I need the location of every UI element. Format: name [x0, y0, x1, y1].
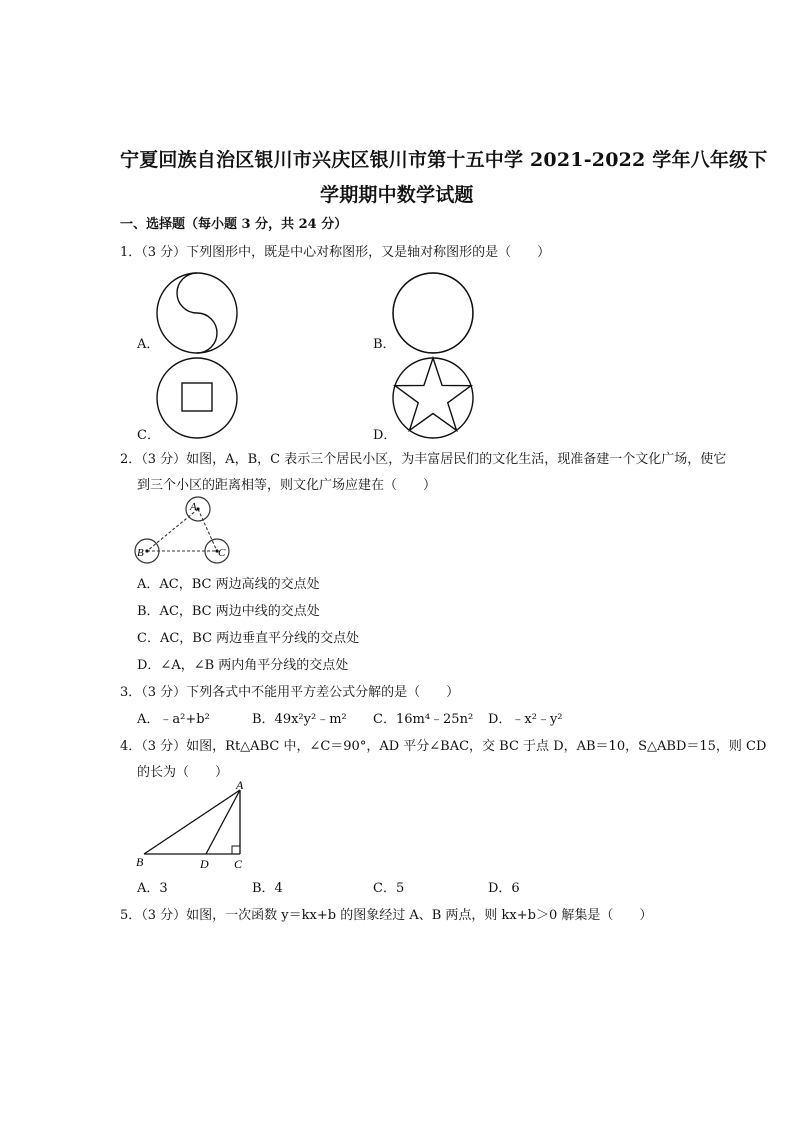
question-2-stem-line-2: 到三个小区的距离相等，则文化广场应建在（ ）	[137, 478, 437, 493]
q2-option-a: A．AC，BC 两边高线的交点处	[137, 577, 320, 592]
q4-label-d: D	[200, 857, 209, 871]
question-5-stem: 5．（3 分）如图，一次函数 y＝kx+b 的图象经过 A、B 两点，则 kx+b＞0 解集是（ ）	[120, 908, 653, 923]
q2-label-a: A	[190, 501, 197, 513]
question-2-stem-line-1: 2．（3 分）如图，A，B，C 表示三个居民小区，为丰富居民们的文化生活，现准备建一个文化广场，使它	[120, 452, 727, 467]
q4-option-b: B．4	[252, 881, 283, 896]
q4-option-d: D．6	[488, 881, 520, 896]
q1-figure-a	[155, 271, 239, 355]
q4-label-a: A	[236, 778, 244, 792]
q3-option-c: C．16m⁴﹣25n²	[373, 712, 474, 727]
q4-figure	[134, 780, 254, 872]
q3-option-d: D．﹣x²﹣y²	[488, 712, 563, 727]
q1-option-b: B．	[373, 337, 396, 352]
q1-figure-b	[391, 271, 475, 355]
q2-option-b: B．AC，BC 两边中线的交点处	[137, 604, 320, 619]
q3-option-b: B．49x²y²﹣m²	[252, 712, 347, 727]
q2-figure	[134, 496, 244, 568]
q4-option-c: C．5	[373, 881, 405, 896]
q1-figure-c	[155, 356, 239, 440]
q1-option-a: A．	[137, 337, 160, 352]
document-title-line-2: 学期期中数学试题	[320, 184, 474, 206]
q1-figure-d	[391, 356, 475, 440]
q2-option-c: C．AC，BC 两边垂直平分线的交点处	[137, 631, 360, 646]
section-heading: 一、选择题（每小题 3 分，共 24 分）	[120, 217, 348, 232]
q4-label-b: B	[136, 855, 144, 869]
q3-option-a: A．﹣a²+b²	[137, 712, 210, 727]
q1-option-d: D．	[373, 428, 397, 443]
question-3-stem: 3．（3 分）下列各式中不能用平方差公式分解的是（ ）	[120, 685, 460, 700]
question-1-stem: 1．（3 分）下列图形中，既是中心对称图形，又是轴对称图形的是（ ）	[120, 245, 551, 260]
document-title-line-1: 宁夏回族自治区银川市兴庆区银川市第十五中学 2021-2022 学年八年级下	[120, 149, 768, 171]
q4-option-a: A．3	[137, 881, 168, 896]
q2-option-d: D．∠A，∠B 两内角平分线的交点处	[137, 658, 349, 673]
q2-label-b: B	[137, 547, 144, 559]
question-4-stem-line-1: 4．（3 分）如图，Rt△ABC 中，∠C＝90°，AD 平分∠BAC，交 BC 于点 D，AB＝10，S△ABD＝15，则 CD	[120, 739, 767, 754]
q4-label-c: C	[234, 857, 243, 871]
question-4-stem-line-2: 的长为（ ）	[137, 765, 229, 780]
q1-option-c: C．	[137, 428, 160, 443]
q2-label-c: C	[218, 547, 226, 559]
